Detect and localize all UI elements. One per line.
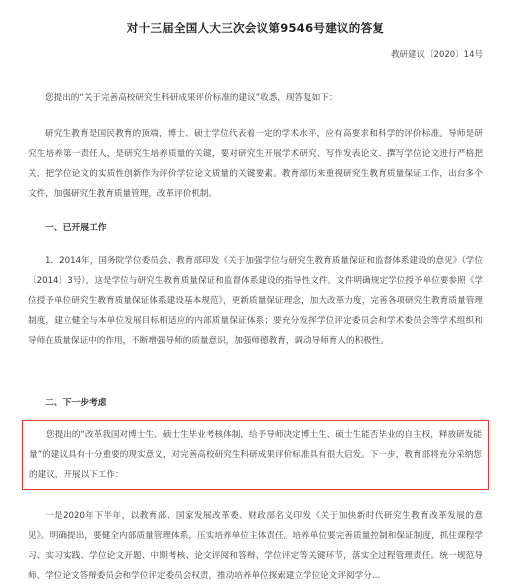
document-title: 对十三届全国人大三次会议第9546号建议的答复 [126,21,385,35]
highlighted-paragraph: 您提出的“改革我国对博士生、硕士生毕业考核体制，给予导师决定博士生、硕士生能否毕业的自主权，释放研发能量”的建议具有十分重要的现实意义，对完善高校研究生科研成果评价标准具有很大启发。下一步，教育部将充分采纳您的建议，开展以下工作： [29,430,482,480]
section-heading-next-steps: 二、下一步考虑 [45,398,107,408]
highlighted-paragraph-box [22,420,489,490]
section1-paragraph-1: 1．2014年，国务院学位委员会、教育部印发《关于加强学位与研究生教育质量保证和监督体系建设的意见》（学位〔2014〕3号），这是学位与研究生教育质量保证和监督体系建设的指导性文件。文件明确规定学位授予单位要参照《学位授予单位研究生教育质量保证体系建设基本规范》，更新质量保证理念，加大改革力度，完善各项研究生教育质量管理制度，建立健全与本单位发展目标相适应的内部质量保证体系；要充分发挥学位评定委员会和学术委员会等学术组织和导师在质量保证中的作用，不断增强导师的质量意识，加强师德教育，调动导师育人的积极性。 [28,256,483,346]
intro-paragraph: 研究生教育是国民教育的顶端，博士、硕士学位代表着一定的学术水平，应有高要求和科学的评价标准。导师是研究生培养第一责任人，是研究生培养质量的关键，要对研究生开展学术研究、写作发表论文、撰写学位论文进行严格把关，把学位论文的实质性创新作为评价学位论文质量的关键要素。教育部历来重视研究生教育质量保证工作，出台多个文件，加强研究生教育质量管理，改革评价机制。 [28,129,483,199]
document-number: 教研建议〔2020〕14号 [391,50,483,60]
greeting-paragraph: 您提出的“关于完善高校研究生科研成果评价标准的建议”收悉，现答复如下： [45,93,338,103]
section-heading-done-work: 一、已开展工作 [45,223,107,233]
section2-paragraph-1: 一是2020年下半年，以教育部、国家发展改革委、财政部名义印发《关于加快新时代研究生教育改革发展的意见》。明确提出，要健全内部质量管理体系，压实培养单位主体责任。培养单位要完善质量控制和保证制度，抓住课程学习、实习实践、学位论文开题、中期考核、论文评阅和答辩、学位评定等关键环节，落实全过程管理责任。统一规范导师、学位论文答辩委员会和学位评定委员会权责，推动培养单位探索建立学位论文评阅学分… [28,511,483,581]
